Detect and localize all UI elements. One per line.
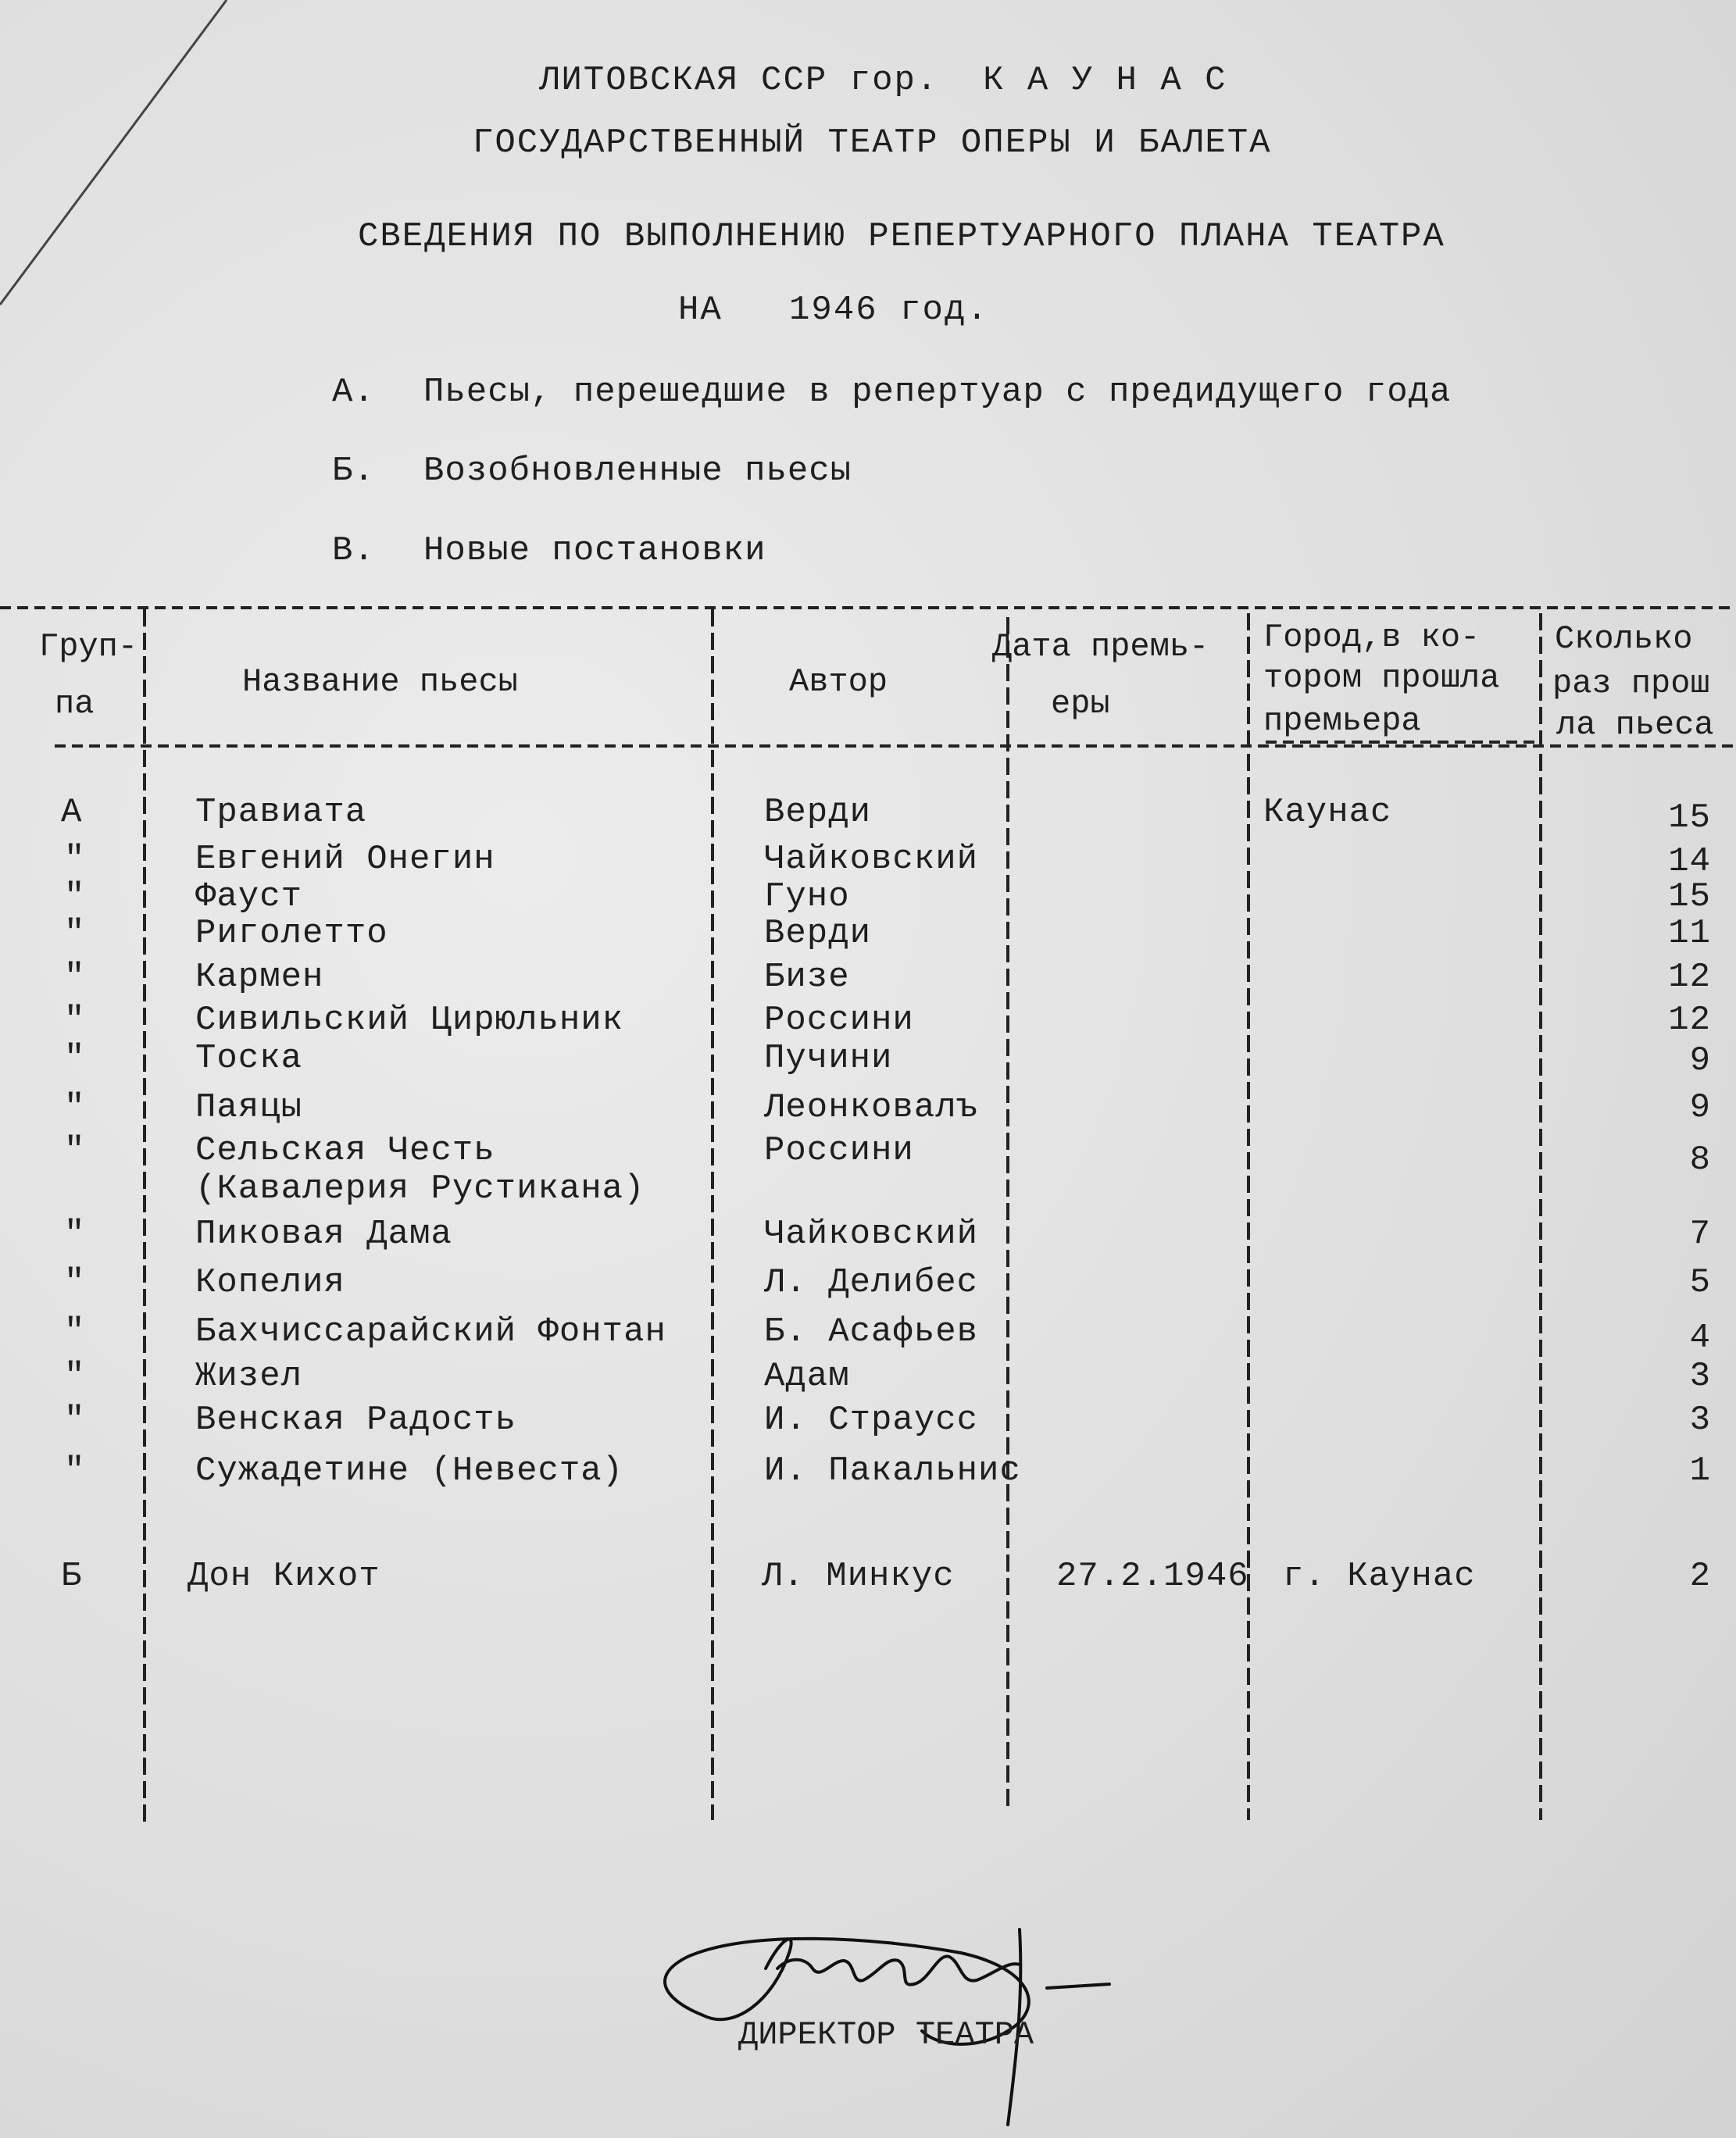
row-author: Б. Асафьев [764, 1312, 979, 1351]
header-region-city: ЛИТОВСКАЯ ССР гор. К А У Н А С [539, 61, 1227, 100]
col-group-header-1: Груп- [39, 628, 138, 666]
row-group: " [64, 1312, 86, 1351]
row-group: " [64, 914, 86, 953]
row-author: И. Пакальнис [764, 1451, 1021, 1490]
col-author-header: Автор [789, 663, 888, 701]
row-count: 3 [1689, 1357, 1711, 1396]
row-author: Верди [764, 914, 872, 953]
row-title: Пиковая Дама [195, 1215, 452, 1254]
row-count: 2 [1689, 1557, 1711, 1596]
page-fold-line [0, 0, 227, 305]
row-title: Евгений Онегин [195, 840, 495, 879]
row-title: Сивильский Цирюльник [195, 1001, 624, 1040]
row-title: Бахчиссарайский Фонтан [195, 1312, 666, 1351]
col-city-header-1: Город,в ко- [1263, 619, 1481, 656]
row-author: Л. Минкус [762, 1557, 955, 1596]
row-group: " [64, 877, 86, 916]
col-city-header-3: премьера [1263, 702, 1421, 740]
legend-letter-v: В. [332, 531, 375, 570]
row-group: " [64, 958, 86, 997]
row-author: Пучини [764, 1039, 893, 1078]
row-author: И. Страусс [764, 1401, 979, 1440]
header-theatre-name: ГОСУДАРСТВЕННЫЙ ТЕАТР ОПЕРЫ И БАЛЕТА [473, 123, 1272, 162]
row-author: Бизе [764, 958, 850, 997]
col-count-header-2: раз прош [1552, 665, 1710, 702]
row-count: 7 [1689, 1215, 1711, 1254]
col-date-header-1: Дата премь- [992, 628, 1209, 666]
row-group: " [64, 1451, 86, 1490]
row-author: Гуно [764, 877, 850, 916]
row-group: " [64, 1401, 86, 1440]
legend-text-b: Возобновленные пьесы [423, 452, 852, 491]
col-group-header-2: па [55, 685, 95, 723]
document-title: СВЕДЕНИЯ ПО ВЫПОЛНЕНИЮ РЕПЕРТУАРНОГО ПЛАНА ТЕАТРА [358, 217, 1445, 256]
row-count: 11 [1668, 914, 1711, 953]
row-count: 3 [1689, 1401, 1711, 1440]
document-year: НА 1946 год. [678, 291, 989, 330]
col-count-header-1: Сколько [1555, 620, 1693, 658]
legend-letter-a: А. [332, 373, 375, 412]
row-title: Копелия [195, 1263, 345, 1302]
row-group: " [64, 1001, 86, 1040]
row-group: " [64, 1039, 86, 1078]
row-count: 4 [1689, 1319, 1711, 1358]
row-count: 9 [1689, 1041, 1711, 1080]
row-title: Кармен [195, 958, 324, 997]
row-author: Россини [764, 1001, 914, 1040]
director-title: ДИРЕКТОР ТЕАТРА [738, 2016, 1034, 2054]
row-count: 14 [1668, 842, 1711, 881]
row-author: Верди [764, 793, 872, 832]
row-count: 9 [1689, 1088, 1711, 1127]
legend-text-a: Пьесы, перешедшие в репертуар с предидущего года [423, 373, 1452, 412]
row-title: Фауст [195, 877, 303, 916]
row-group: " [64, 840, 86, 879]
row-count: 1 [1689, 1451, 1711, 1490]
row-group: " [64, 1088, 86, 1127]
row-date: 27.2.1946 [1056, 1557, 1249, 1596]
row-count: 15 [1668, 798, 1711, 837]
row-group: " [64, 1263, 86, 1302]
col-title-header: Название пьесы [242, 663, 518, 701]
row-title: Риголетто [195, 914, 388, 953]
legend-text-v: Новые постановки [423, 531, 766, 570]
row-count: 12 [1668, 958, 1711, 997]
row-title: Сельская Честь [195, 1131, 495, 1170]
row-title-continuation: (Кавалерия Рустикана) [195, 1169, 645, 1208]
row-title: Паяцы [195, 1088, 303, 1127]
row-author: Россини [764, 1131, 914, 1170]
row-author: Чайковский [764, 840, 979, 879]
row-count: 15 [1668, 877, 1711, 916]
row-author: Чайковский [764, 1215, 979, 1254]
row-group: " [64, 1215, 86, 1254]
row-title: Жизел [195, 1357, 303, 1396]
row-group: " [64, 1131, 86, 1170]
row-author: Л. Делибес [764, 1263, 979, 1302]
legend-letter-b: Б. [332, 452, 375, 491]
row-count: 12 [1668, 1001, 1711, 1040]
row-count: 5 [1689, 1263, 1711, 1302]
row-author: Адам [764, 1357, 850, 1396]
col-date-header-2: еры [1051, 685, 1110, 723]
row-group: Б [61, 1557, 83, 1596]
row-city: г. Каунас [1283, 1557, 1476, 1596]
row-title: Тоска [195, 1039, 303, 1078]
col-count-header-3: ла пьеса [1556, 706, 1714, 744]
row-count: 8 [1689, 1140, 1711, 1180]
row-group: " [64, 1357, 86, 1396]
row-author: Леонковалъ [764, 1088, 979, 1127]
row-title: Дон Кихот [188, 1557, 380, 1596]
row-title: Венская Радость [195, 1401, 517, 1440]
row-title: Травиата [195, 793, 367, 832]
row-group: А [61, 793, 83, 832]
signature-name [789, 1918, 826, 1957]
col-city-header-2: тором прошла [1263, 659, 1500, 697]
row-title: Сужадетине (Невеста) [195, 1451, 624, 1490]
row-city: Каунас [1263, 793, 1392, 832]
